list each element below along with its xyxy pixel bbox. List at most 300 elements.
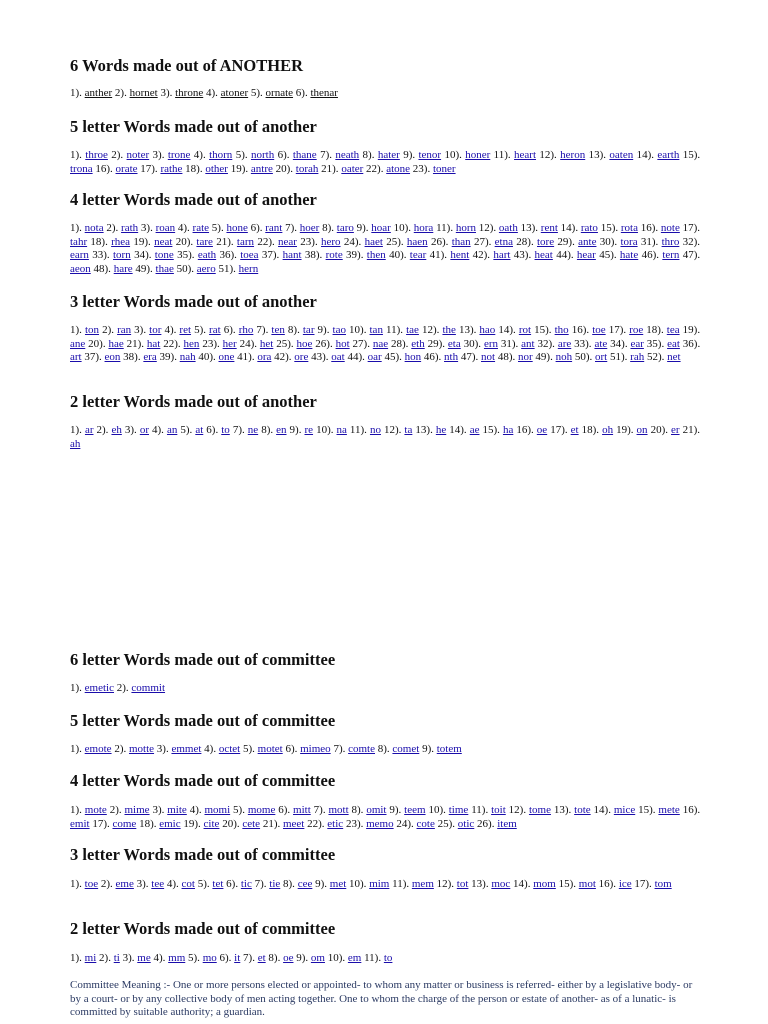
word-link[interactable]: thane <box>292 149 317 161</box>
word-link[interactable]: hent <box>450 249 470 262</box>
word-link[interactable]: neath <box>335 149 360 161</box>
word-link[interactable]: oar <box>367 351 382 364</box>
word-link[interactable]: memo <box>366 817 394 830</box>
word-link[interactable]: heat <box>534 249 553 262</box>
word-link[interactable]: ten <box>271 324 285 336</box>
word-number: 17). <box>140 162 161 175</box>
word-link[interactable]: time <box>448 804 469 816</box>
word-link[interactable]: rathe <box>160 162 183 175</box>
word-link[interactable]: het <box>259 337 274 350</box>
section-another-3 <box>70 292 700 365</box>
word-link[interactable]: oat <box>331 351 345 364</box>
word-number: 1). <box>70 952 85 964</box>
word-number: 30). <box>599 235 621 248</box>
word-number: 8). <box>362 149 378 161</box>
word-link[interactable]: em <box>347 952 362 964</box>
word-number: 2). <box>106 222 122 234</box>
word-link[interactable]: north <box>250 149 275 161</box>
word-number: 11). <box>364 952 384 964</box>
word-link[interactable]: otic <box>457 817 475 830</box>
word-number: 10). <box>349 324 370 336</box>
word-number: 15). <box>482 424 503 436</box>
word-link[interactable]: tao <box>332 324 346 336</box>
word-link[interactable]: cete <box>242 817 261 830</box>
word-number: 37). <box>84 351 105 364</box>
word-link[interactable]: art <box>70 351 82 364</box>
word-number: 44). <box>347 351 368 364</box>
word-link[interactable]: hoar <box>371 222 391 234</box>
word-link[interactable]: tear <box>409 249 427 262</box>
word-number: 4). <box>205 87 221 99</box>
word-number: 36). <box>219 249 241 262</box>
word-link[interactable]: trona <box>70 162 93 175</box>
word-link[interactable]: other <box>205 162 228 175</box>
word-link[interactable]: taro <box>336 222 354 234</box>
section-another-4 <box>70 190 700 276</box>
word-link[interactable]: mice <box>613 804 636 816</box>
word-link[interactable]: tae <box>406 324 419 336</box>
word-link[interactable]: mot <box>578 878 596 890</box>
word-link[interactable]: er <box>671 424 680 436</box>
word-link[interactable]: atoner <box>220 87 249 99</box>
word-number: 26). <box>477 817 498 830</box>
word-link[interactable]: the <box>442 324 456 336</box>
word-number: 22). <box>163 337 184 350</box>
word-number: 2). <box>100 878 116 890</box>
word-link[interactable]: en <box>276 424 287 436</box>
word-link[interactable]: commit <box>131 682 166 694</box>
word-link[interactable]: hater <box>377 149 400 161</box>
word-number: 19). <box>133 235 155 248</box>
word-number: 18). <box>139 817 160 830</box>
word-number: 11). <box>392 878 412 890</box>
word-link[interactable]: ton <box>84 324 100 336</box>
word-link[interactable]: rato <box>580 222 598 234</box>
word-link[interactable]: then <box>366 249 386 262</box>
word-link[interactable]: ta <box>404 424 413 436</box>
word-link[interactable]: thenar <box>310 87 338 99</box>
word-number: 41). <box>237 351 258 364</box>
word-link[interactable]: eon <box>104 351 121 364</box>
word-number: 18). <box>185 162 206 175</box>
word-link[interactable]: mote <box>84 804 107 816</box>
word-link[interactable]: earth <box>657 149 680 161</box>
word-number: 2). <box>99 952 114 964</box>
word-link[interactable]: rhea <box>111 235 131 248</box>
word-link[interactable]: her <box>222 337 237 350</box>
word-link[interactable]: nota <box>84 222 104 234</box>
word-list <box>70 424 700 451</box>
word-link[interactable]: tet <box>212 878 224 890</box>
word-link[interactable]: rath <box>121 222 139 234</box>
word-number: 43). <box>311 351 332 364</box>
word-number: 32). <box>537 337 558 350</box>
word-link[interactable]: motte <box>128 743 155 755</box>
word-link[interactable]: met <box>329 878 347 890</box>
word-link[interactable]: tern <box>662 249 680 262</box>
word-link[interactable]: toe <box>592 324 606 336</box>
word-link[interactable]: tenor <box>418 149 442 161</box>
word-link[interactable]: emetic <box>84 682 114 694</box>
word-link[interactable]: or <box>139 424 149 436</box>
word-link[interactable]: oe <box>536 424 548 436</box>
word-link[interactable]: cote <box>416 817 435 830</box>
word-link[interactable]: rat <box>209 324 221 336</box>
word-link[interactable]: ran <box>117 324 132 336</box>
word-link[interactable]: throe <box>85 149 108 161</box>
word-link[interactable]: octet <box>218 743 241 755</box>
word-link[interactable]: heart <box>514 149 537 161</box>
word-number: 5). <box>211 222 227 234</box>
word-link[interactable]: ern <box>483 337 498 350</box>
word-number: 18). <box>581 424 603 436</box>
word-link[interactable]: ore <box>294 351 309 364</box>
word-link[interactable]: rant <box>265 222 283 234</box>
word-link[interactable]: emit <box>70 817 90 830</box>
word-link[interactable]: thro <box>661 235 680 248</box>
word-link[interactable]: eath <box>197 249 217 262</box>
word-link[interactable]: moc <box>491 878 511 890</box>
word-link[interactable]: cee <box>297 878 313 890</box>
word-link[interactable]: mete <box>658 804 680 816</box>
word-link[interactable]: rote <box>325 249 343 262</box>
word-link[interactable]: torn <box>113 249 131 262</box>
word-link[interactable]: hornet <box>129 87 158 99</box>
word-link[interactable]: torah <box>295 162 319 175</box>
word-link[interactable]: trone <box>167 149 191 161</box>
word-link[interactable]: nah <box>179 351 196 364</box>
word-number: 40). <box>389 249 410 262</box>
word-link[interactable]: tan <box>369 324 383 336</box>
word-link[interactable]: tor <box>149 324 162 336</box>
word-link[interactable]: honer <box>465 149 491 161</box>
word-link[interactable]: item <box>497 817 517 830</box>
word-link[interactable]: mite <box>167 804 187 816</box>
word-link[interactable]: an <box>166 424 178 436</box>
word-link[interactable]: net <box>667 351 681 364</box>
word-link[interactable]: etna <box>494 235 513 248</box>
word-link[interactable]: ort <box>595 351 608 364</box>
word-link[interactable]: momi <box>204 804 231 816</box>
word-link[interactable]: om <box>310 952 325 964</box>
word-link[interactable]: eat <box>667 337 680 350</box>
word-number: 50). <box>574 351 596 364</box>
word-link[interactable]: it <box>234 952 241 964</box>
word-link[interactable]: emote <box>84 743 112 755</box>
word-link[interactable]: roe <box>629 324 644 336</box>
word-link[interactable]: orate <box>115 162 138 175</box>
word-link[interactable]: motet <box>257 743 283 755</box>
word-link[interactable]: eta <box>447 337 461 350</box>
word-number: 8). <box>322 222 337 234</box>
word-link[interactable]: comet <box>392 743 420 755</box>
word-link[interactable]: he <box>435 424 447 436</box>
word-number: 21). <box>126 337 147 350</box>
word-number: 35). <box>177 249 198 262</box>
word-number: 16). <box>598 878 619 890</box>
word-number: 38). <box>304 249 326 262</box>
section-heading: 2 letter Words made out of committee <box>70 919 336 938</box>
word-link[interactable]: me <box>137 952 151 964</box>
word-link[interactable]: tho <box>554 324 569 336</box>
word-number: 4). <box>164 324 180 336</box>
word-link[interactable]: tore <box>537 235 555 248</box>
word-number: 13). <box>553 804 575 816</box>
word-link[interactable]: tot <box>456 878 469 890</box>
word-link[interactable]: ice <box>618 878 632 890</box>
word-link[interactable]: tie <box>269 878 281 890</box>
word-number: 48). <box>497 351 518 364</box>
word-link[interactable]: tare <box>196 235 213 248</box>
word-link[interactable]: one <box>218 351 235 364</box>
word-number: 2). <box>114 743 129 755</box>
word-link[interactable]: thorn <box>209 149 233 161</box>
word-link[interactable]: meet <box>282 817 305 830</box>
word-link[interactable]: ate <box>594 337 608 350</box>
word-link[interactable]: etic <box>327 817 344 830</box>
word-link[interactable]: tote <box>574 804 591 816</box>
word-number: 5). <box>180 424 196 436</box>
word-link[interactable]: hot <box>335 337 350 350</box>
word-number: 1). <box>70 682 85 694</box>
section-heading: 6 Words made out of ANOTHER <box>70 56 304 75</box>
word-link[interactable]: hare <box>113 262 133 275</box>
word-link[interactable]: emmet <box>171 743 202 755</box>
word-link[interactable]: noter <box>126 149 150 161</box>
word-link[interactable]: ant <box>521 337 535 350</box>
word-link[interactable]: mem <box>411 878 434 890</box>
word-link[interactable]: tome <box>528 804 551 816</box>
word-number: 16). <box>516 424 537 436</box>
word-number: 5). <box>194 324 210 336</box>
word-link[interactable]: ti <box>113 952 120 964</box>
word-link[interactable]: tone <box>154 249 174 262</box>
word-number: 6). <box>285 743 301 755</box>
word-number: 1). <box>70 878 85 890</box>
word-link[interactable]: tar <box>302 324 315 336</box>
word-link[interactable]: note <box>660 222 680 234</box>
word-link[interactable]: ora <box>257 351 272 364</box>
word-number: 3). <box>140 222 156 234</box>
word-number: 13). <box>458 324 480 336</box>
word-link[interactable]: than <box>451 235 471 248</box>
section-committee-5 <box>70 711 700 757</box>
word-number: 11). <box>493 149 515 161</box>
word-link[interactable]: hat <box>146 337 161 350</box>
word-link[interactable]: cite <box>203 817 220 830</box>
word-link[interactable]: earn <box>70 249 89 262</box>
word-link[interactable]: mott <box>328 804 349 816</box>
word-link[interactable]: et <box>257 952 266 964</box>
word-link[interactable]: rota <box>620 222 638 234</box>
word-number: 48). <box>93 262 114 275</box>
word-link[interactable]: oaten <box>609 149 634 161</box>
word-number: 46). <box>641 249 663 262</box>
word-link[interactable]: come <box>112 817 137 830</box>
word-number: 15). <box>534 324 555 336</box>
word-link[interactable]: aeon <box>70 262 91 275</box>
word-number: 17). <box>550 424 571 436</box>
word-number: 37). <box>261 249 283 262</box>
word-number: 2). <box>96 424 112 436</box>
word-link[interactable]: ante <box>578 235 597 248</box>
word-link[interactable]: heron <box>560 149 586 161</box>
word-number: 1). <box>70 324 85 336</box>
word-link[interactable]: omit <box>366 804 387 816</box>
word-link[interactable]: hate <box>619 249 639 262</box>
word-link[interactable]: re <box>304 424 314 436</box>
word-link[interactable]: toner <box>432 162 456 175</box>
word-link[interactable]: anther <box>84 87 113 99</box>
word-link[interactable]: hoe <box>296 337 313 350</box>
word-link[interactable]: cot <box>181 878 195 890</box>
word-link[interactable]: tahr <box>70 235 88 248</box>
word-number: 6). <box>226 878 241 890</box>
word-link[interactable]: throne <box>175 87 204 99</box>
word-link[interactable]: to <box>221 424 230 436</box>
word-link[interactable]: na <box>336 424 347 436</box>
word-link[interactable]: rot <box>518 324 532 336</box>
word-link[interactable]: hora <box>413 222 434 234</box>
word-number: 12). <box>539 149 561 161</box>
word-number: 4). <box>204 743 219 755</box>
word-link[interactable]: mom <box>533 878 556 890</box>
word-link[interactable]: haen <box>406 235 428 248</box>
word-link[interactable]: on <box>636 424 648 436</box>
word-link[interactable]: mimeo <box>300 743 331 755</box>
word-number: 5). <box>250 87 266 99</box>
word-link[interactable]: hart <box>493 249 511 262</box>
word-link[interactable]: horn <box>455 222 476 234</box>
word-link[interactable]: tee <box>151 878 165 890</box>
word-link[interactable]: hen <box>183 337 200 350</box>
word-link[interactable]: toea <box>240 249 259 262</box>
word-link[interactable]: rate <box>192 222 210 234</box>
word-link[interactable]: rent <box>540 222 558 234</box>
word-link[interactable]: mm <box>168 952 186 964</box>
word-number: 9). <box>422 743 437 755</box>
word-link[interactable]: emic <box>159 817 181 830</box>
word-number: 31). <box>640 235 662 248</box>
word-number: 10). <box>428 804 449 816</box>
word-link[interactable]: haet <box>364 235 383 248</box>
word-link[interactable]: thae <box>155 262 174 275</box>
word-link[interactable]: hero <box>321 235 341 248</box>
word-link[interactable]: ae <box>469 424 480 436</box>
word-link[interactable]: roan <box>155 222 176 234</box>
word-number: 1). <box>70 424 85 436</box>
word-link[interactable]: ar <box>84 424 94 436</box>
word-link[interactable]: mome <box>247 804 276 816</box>
word-link[interactable]: to <box>383 952 393 964</box>
word-link[interactable]: ear <box>630 337 644 350</box>
word-link[interactable]: tom <box>654 878 672 890</box>
word-link[interactable]: era <box>143 351 157 364</box>
word-number: 16). <box>682 804 701 816</box>
word-link[interactable]: oe <box>283 952 294 964</box>
word-number: 19). <box>616 424 637 436</box>
word-link[interactable]: ane <box>70 337 86 350</box>
word-link[interactable]: no <box>369 424 381 436</box>
word-number: 2). <box>116 682 132 694</box>
word-link[interactable]: antre <box>250 162 273 175</box>
word-link[interactable]: comte <box>348 743 375 755</box>
word-link[interactable]: nae <box>372 337 389 350</box>
word-link[interactable]: hern <box>238 262 259 275</box>
word-link[interactable]: ha <box>502 424 514 436</box>
word-number: 6). <box>219 952 235 964</box>
word-link[interactable]: tora <box>620 235 638 248</box>
word-number: 9). <box>403 149 419 161</box>
word-link[interactable]: oater <box>341 162 364 175</box>
word-link[interactable]: toe <box>84 878 99 890</box>
word-number: 6). <box>206 424 222 436</box>
word-link[interactable]: eh <box>111 424 122 436</box>
word-link[interactable]: ah <box>70 437 81 450</box>
word-link[interactable]: tea <box>666 324 680 336</box>
word-link[interactable]: hear <box>576 249 596 262</box>
section-heading: 5 letter Words made out of committee <box>70 711 336 730</box>
word-link[interactable]: neat <box>154 235 173 248</box>
word-number: 14). <box>513 878 534 890</box>
word-link[interactable]: noh <box>555 351 573 364</box>
word-link[interactable]: nor <box>518 351 533 364</box>
word-link[interactable]: tic <box>240 878 252 890</box>
word-link[interactable]: totem <box>436 743 462 755</box>
word-link[interactable]: mi <box>84 952 97 964</box>
word-link[interactable]: hon <box>404 351 422 364</box>
word-link[interactable]: rho <box>238 324 254 336</box>
word-link[interactable]: near <box>278 235 297 248</box>
word-number: 22). <box>307 817 328 830</box>
word-link[interactable]: hae <box>108 337 124 350</box>
word-link[interactable]: atone <box>386 162 411 175</box>
word-link[interactable]: toit <box>491 804 506 816</box>
word-link[interactable]: ne <box>247 424 259 436</box>
word-link[interactable]: nth <box>444 351 459 364</box>
word-number: 15). <box>682 149 701 161</box>
word-link[interactable]: are <box>557 337 572 350</box>
word-link[interactable]: hoer <box>299 222 320 234</box>
word-number: 3). <box>124 424 140 436</box>
word-link[interactable]: tarn <box>236 235 255 248</box>
word-link[interactable]: mim <box>369 878 390 890</box>
word-link[interactable]: aero <box>196 262 216 275</box>
word-link[interactable]: hao <box>479 324 496 336</box>
word-link[interactable]: eme <box>115 878 134 890</box>
word-link[interactable]: ret <box>179 324 192 336</box>
word-link[interactable]: mime <box>124 804 150 816</box>
word-link[interactable]: at <box>195 424 204 436</box>
word-link[interactable]: mitt <box>293 804 311 816</box>
word-link[interactable]: teem <box>404 804 426 816</box>
word-number: 8). <box>377 743 393 755</box>
word-number: 1). <box>70 87 85 99</box>
word-link[interactable]: oath <box>498 222 518 234</box>
word-link[interactable]: eth <box>411 337 425 350</box>
word-link[interactable]: rah <box>630 351 645 364</box>
word-link[interactable]: oh <box>602 424 614 436</box>
word-link[interactable]: hant <box>282 249 302 262</box>
section-heading: 5 letter Words made out of another <box>70 117 317 136</box>
word-link[interactable]: not <box>481 351 496 364</box>
word-number: 39). <box>159 351 180 364</box>
word-link[interactable]: mo <box>202 952 217 964</box>
word-link[interactable]: hone <box>226 222 248 234</box>
word-link[interactable]: et <box>570 424 579 436</box>
word-link[interactable]: ornate <box>265 87 294 99</box>
word-number: 6). <box>277 149 293 161</box>
